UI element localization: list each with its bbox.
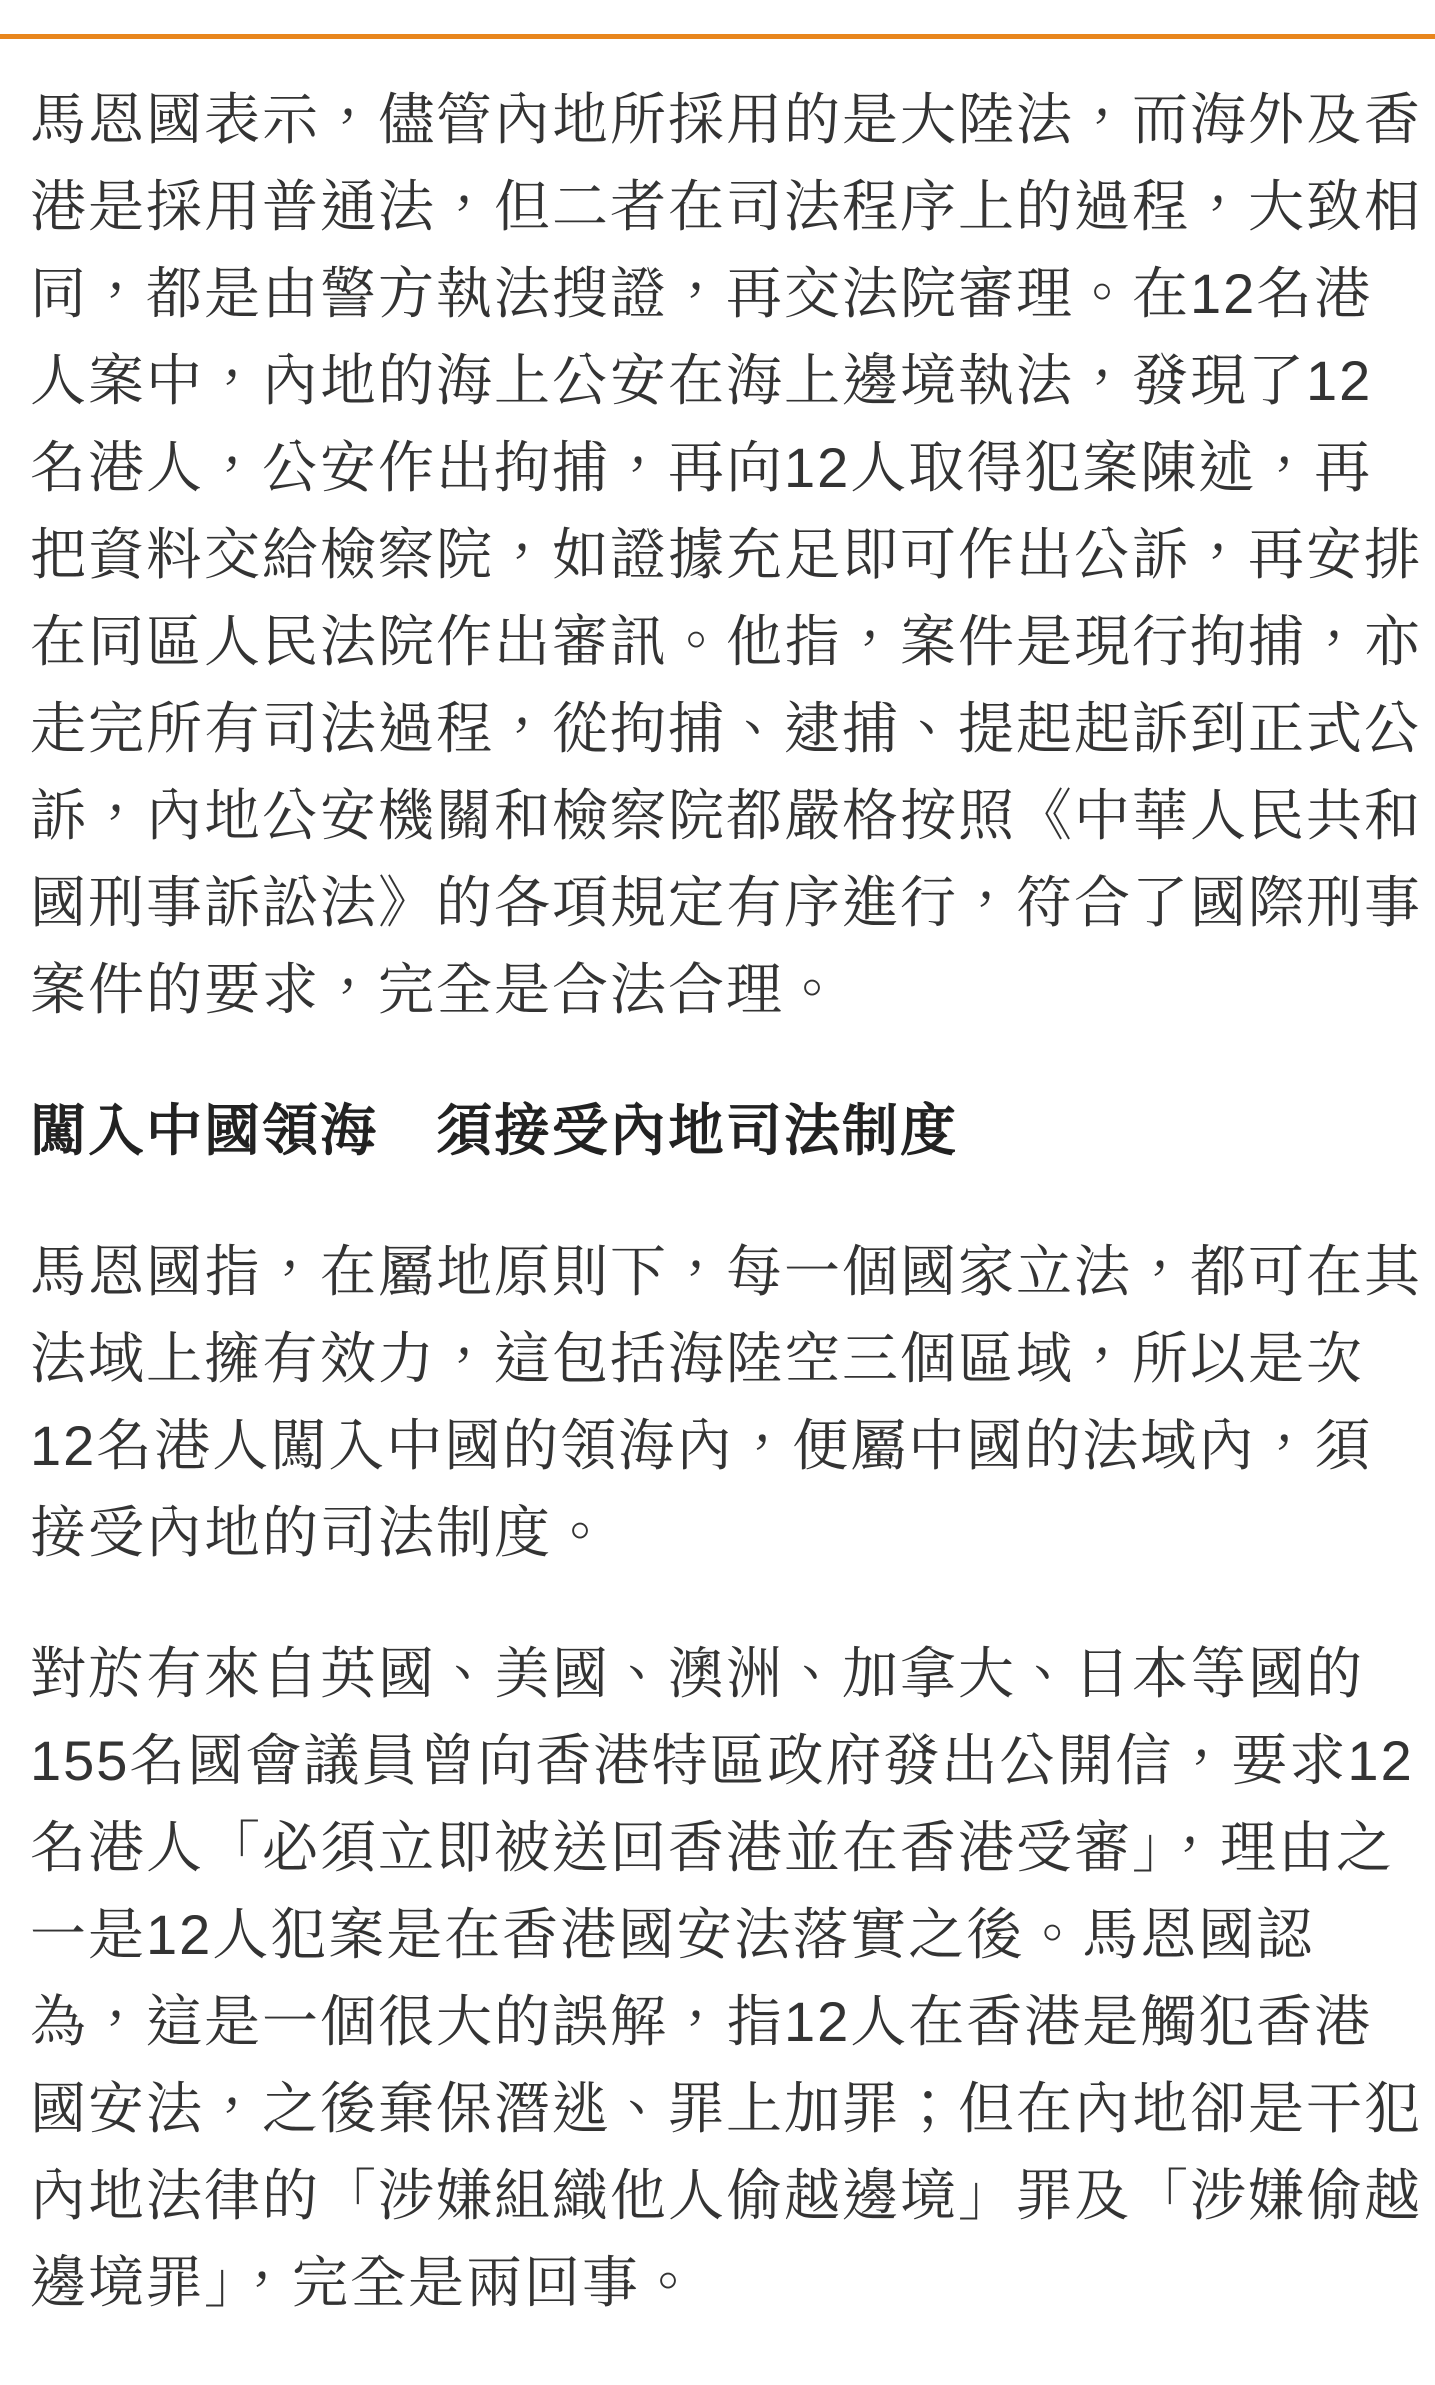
text-line: 馬恩國表示，儘管內地所採用的是大陸法，而海外及香 — [30, 88, 1422, 151]
text-line: 名港人「必須立即被送回香港並在香港受審」，理由之 — [30, 1816, 1394, 1879]
paragraph-open-letter-response — [30, 1630, 1422, 2326]
text-line: 訴，內地公安機關和檢察院都嚴格按照《中華人民共和 — [30, 784, 1422, 847]
text-line: 法域上擁有效力，這包括海陸空三個區域，所以是次 — [30, 1327, 1364, 1390]
text-line: 國刑事訴訟法》的各項規定有序進行，符合了國際刑事 — [30, 871, 1422, 934]
text-line: 為，這是一個很大的誤解，指12人在香港是觸犯香港 — [30, 1990, 1373, 2053]
section-heading: 闖入中國領海 須接受內地司法制度 — [30, 1099, 958, 1162]
text-line: 在同區人民法院作出審訊。他指，案件是現行拘捕，亦 — [30, 610, 1422, 673]
text-line: 12名港人闖入中國的領海內，便屬中國的法域內，須 — [30, 1414, 1373, 1477]
text-line: 內地法律的「涉嫌組織他人偷越邊境」罪及「涉嫌偷越 — [30, 2164, 1422, 2227]
text-line: 港是採用普通法，但二者在司法程序上的過程，大致相 — [30, 175, 1422, 238]
text-line: 邊境罪」，完全是兩回事。 — [30, 2251, 698, 2314]
text-line: 接受內地的司法制度。 — [30, 1501, 610, 1564]
top-divider — [0, 34, 1435, 39]
paragraph-territorial-principle — [30, 1228, 1422, 1576]
text-line: 一是12人犯案是在香港國安法落實之後。馬恩國認 — [30, 1903, 1315, 1966]
text-line: 同，都是由警方執法搜證，再交法院審理。在12名港 — [30, 262, 1373, 325]
text-line: 對於有來自英國、美國、澳洲、加拿大、日本等國的 — [30, 1642, 1364, 1705]
text-line: 把資料交給檢察院，如證據充足即可作出公訴，再安排 — [30, 523, 1422, 586]
text-line: 馬恩國指，在屬地原則下，每一個國家立法，都可在其 — [30, 1240, 1422, 1303]
paragraph-judicial-process — [30, 76, 1422, 1033]
text-line: 155名國會議員曾向香港特區政府發出公開信，要求12 — [30, 1729, 1414, 1792]
text-line: 人案中，內地的海上公安在海上邊境執法，發現了12 — [30, 349, 1373, 412]
text-line: 走完所有司法過程，從拘捕、逮捕、提起起訴到正式公 — [30, 697, 1422, 760]
text-line: 國安法，之後棄保潛逃、罪上加罪；但在內地卻是干犯 — [30, 2077, 1422, 2140]
article-body — [0, 76, 1435, 2326]
text-line: 名港人，公安作出拘捕，再向12人取得犯案陳述，再 — [30, 436, 1373, 499]
text-line: 案件的要求，完全是合法合理。 — [30, 958, 842, 1021]
